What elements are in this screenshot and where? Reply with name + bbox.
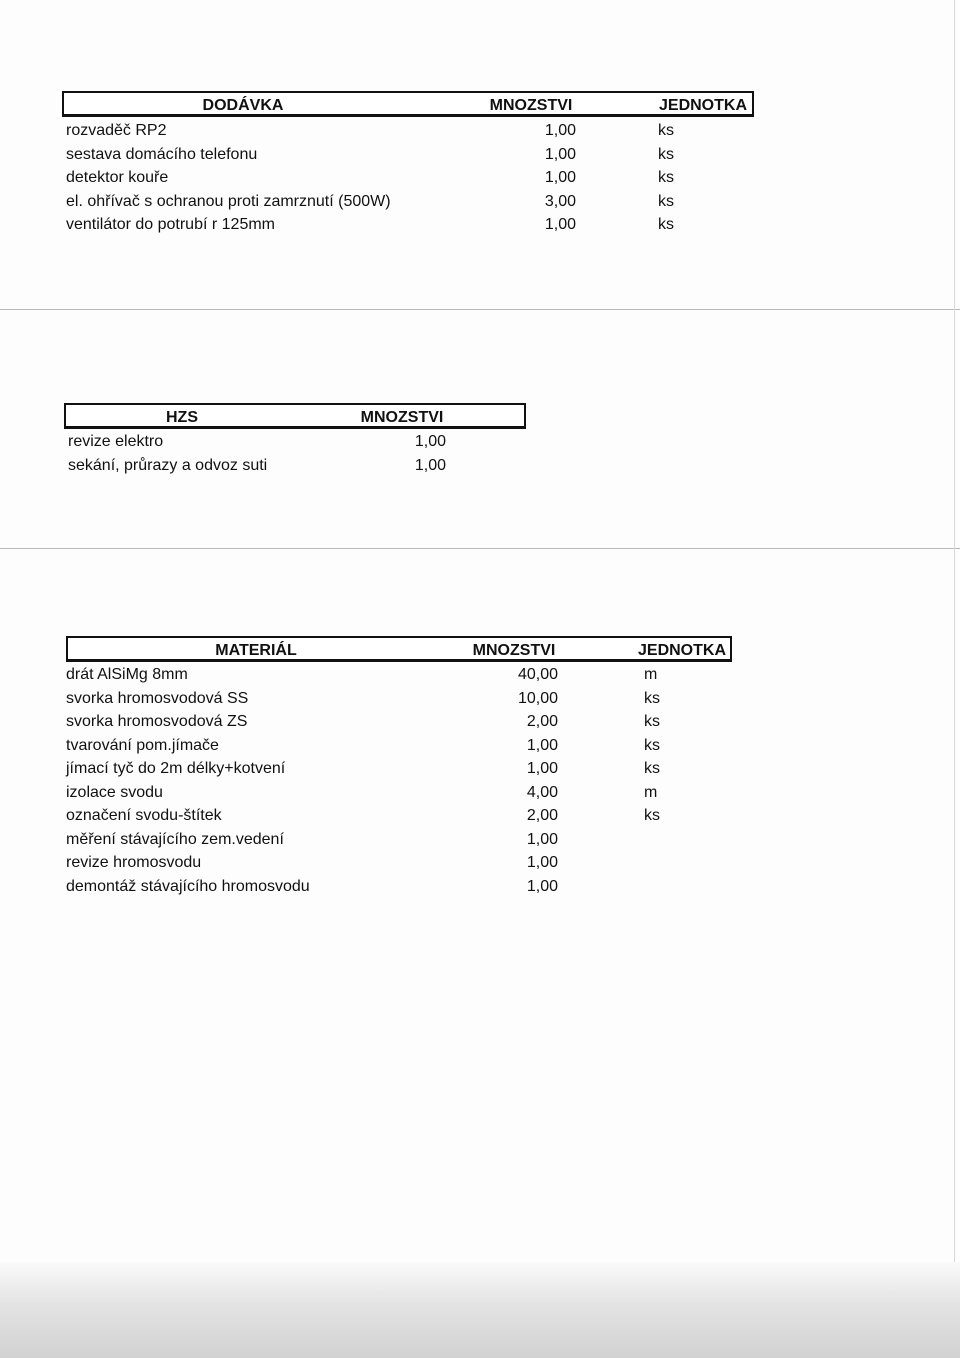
table-row <box>66 876 732 900</box>
item-name: svorka hromosvodová SS <box>66 689 249 707</box>
material-header-unit: JEDNOTKA <box>637 642 727 659</box>
item-unit: ks <box>644 736 660 754</box>
item-name: el. ohřívač s ochranou proti zamrznutí (500W) <box>66 192 391 210</box>
table-row <box>66 758 732 782</box>
table-row <box>66 664 732 688</box>
material-header <box>66 636 732 662</box>
scan-shadow <box>0 1262 960 1358</box>
table-row <box>66 191 756 215</box>
item-name: izolace svodu <box>66 783 163 801</box>
table-row <box>68 431 528 455</box>
item-qty: 1,00 <box>544 216 576 233</box>
item-name: jímací tyč do 2m délky+kotvení <box>66 760 286 777</box>
item-qty: 1,00 <box>526 830 558 848</box>
table-row <box>66 852 732 876</box>
sheet-edge-right <box>954 0 955 1358</box>
hzs-header <box>64 403 526 429</box>
table-row <box>66 120 756 144</box>
item-name: demontáž stávajícího hromosvodu <box>66 877 310 895</box>
hzs-rows <box>68 431 528 478</box>
item-qty: 2,00 <box>526 807 558 824</box>
item-name: detektor kouře <box>66 169 169 186</box>
item-name: označení svodu-štítek <box>66 807 222 824</box>
item-name: drát AlSiMg 8mm <box>66 666 188 683</box>
item-qty: 1,00 <box>544 122 576 139</box>
item-name: tvarování pom.jímače <box>66 736 219 754</box>
dodavka-rows <box>66 120 756 238</box>
sheet-divider-1 <box>0 309 960 310</box>
item-qty: 1,00 <box>414 456 446 474</box>
item-qty: 1,00 <box>526 760 558 777</box>
item-unit: ks <box>644 689 660 707</box>
material-header-name: MATERIÁL <box>215 642 297 659</box>
dodavka-header-unit: JEDNOTKA <box>658 97 748 114</box>
item-qty: 10,00 <box>517 689 558 707</box>
hzs-header-name: HZS <box>166 409 198 426</box>
item-unit: m <box>644 783 658 801</box>
table-row <box>66 805 732 829</box>
table-row <box>66 711 732 735</box>
item-unit: ks <box>658 192 674 210</box>
item-qty: 1,00 <box>526 854 558 871</box>
sheet-divider-2 <box>0 548 960 549</box>
item-qty: 2,00 <box>526 713 558 730</box>
table-row <box>66 782 732 806</box>
dodavka-header-name: DODÁVKA <box>202 97 284 114</box>
item-name: sekání, průrazy a odvoz suti <box>68 456 268 474</box>
hzs-header-qty: MNOZSTVI <box>360 409 444 426</box>
table-row <box>66 735 732 759</box>
material-rows <box>66 664 732 899</box>
table-row <box>66 688 732 712</box>
item-qty: 1,00 <box>544 145 576 163</box>
item-name: sestava domácího telefonu <box>66 145 258 163</box>
item-unit: ks <box>658 122 674 139</box>
item-qty: 40,00 <box>517 666 558 683</box>
table-row <box>66 144 756 168</box>
dodavka-header-qty: MNOZSTVI <box>489 97 573 114</box>
item-name: rozvaděč RP2 <box>66 122 167 139</box>
item-qty: 3,00 <box>544 192 576 210</box>
item-unit: m <box>644 666 658 683</box>
item-unit: ks <box>644 713 660 730</box>
item-name: revize elektro <box>68 433 164 450</box>
item-name: revize hromosvodu <box>66 854 202 871</box>
item-unit: ks <box>658 145 674 163</box>
table-row <box>66 214 756 238</box>
item-name: měření stávajícího zem.vedení <box>66 830 284 848</box>
table-row <box>66 167 756 191</box>
item-unit: ks <box>644 807 660 824</box>
dodavka-header <box>62 91 754 117</box>
item-unit: ks <box>658 169 674 186</box>
table-row <box>68 455 528 479</box>
material-header-qty: MNOZSTVI <box>472 642 556 659</box>
item-unit: ks <box>644 760 660 777</box>
item-qty: 1,00 <box>544 169 576 186</box>
table-row <box>66 829 732 853</box>
item-qty: 1,00 <box>414 433 446 450</box>
item-name: ventilátor do potrubí r 125mm <box>66 216 275 233</box>
item-qty: 1,00 <box>526 877 558 895</box>
item-unit: ks <box>658 216 674 233</box>
item-qty: 1,00 <box>526 736 558 754</box>
item-qty: 4,00 <box>526 783 558 801</box>
item-name: svorka hromosvodová ZS <box>66 713 248 730</box>
